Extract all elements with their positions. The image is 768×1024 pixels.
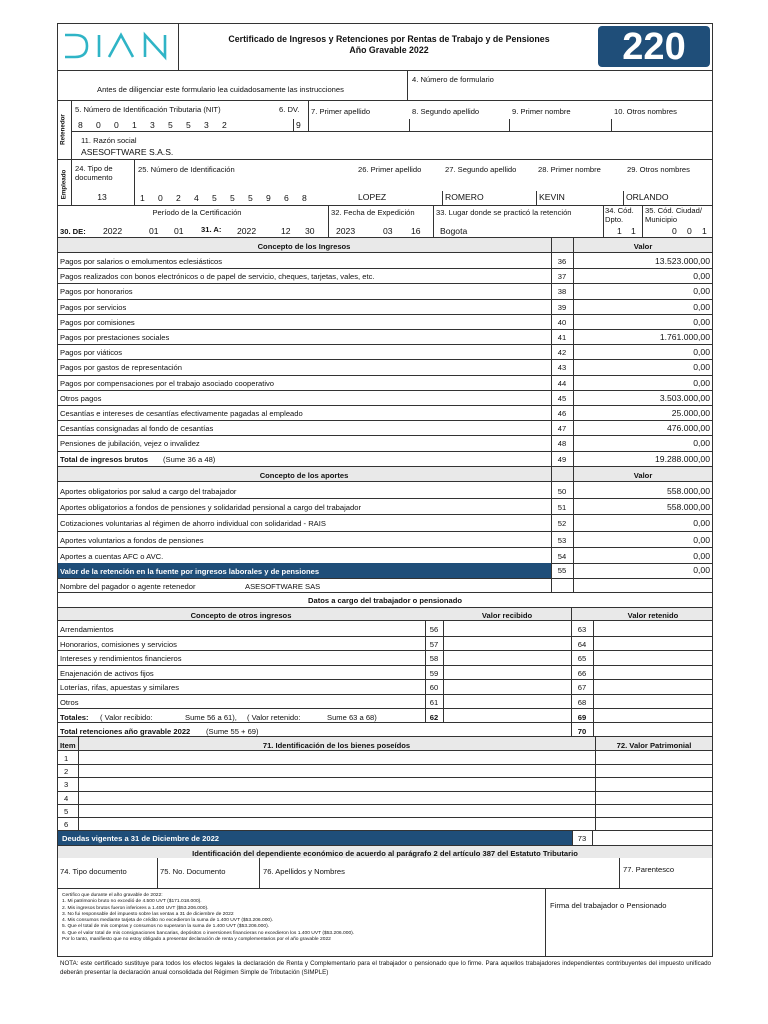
ingreso-value: 0,00 xyxy=(693,286,710,297)
certifico-text xyxy=(62,893,542,943)
nit-digit: 1 xyxy=(132,120,137,130)
ingreso-code: 41 xyxy=(557,333,567,342)
row-divider xyxy=(57,708,713,709)
ingreso-value: 13.523.000,00 xyxy=(655,256,710,266)
otro-ingreso-label: Loterías, rifas, apuestas y similares xyxy=(60,683,180,692)
ingreso-code: 44 xyxy=(557,378,567,388)
razon-social-value: ASESOFTWARE S.A.S. xyxy=(81,147,174,157)
otro-code-recibido: 60 xyxy=(429,683,439,692)
retencion-code: 55 xyxy=(557,566,567,575)
ingreso-value: 0,00 xyxy=(693,362,710,373)
totales-recibido-label: ( Valor recibido: xyxy=(100,713,153,722)
periodo-a-day: 30 xyxy=(305,226,315,236)
ingreso-label: Pagos por gastos de representación xyxy=(60,363,183,373)
dpto-digit: 1 xyxy=(631,226,636,236)
razon-social-label: 11. Razón social xyxy=(81,136,137,145)
row-divider xyxy=(57,531,713,532)
emp-primer-nombre-label: 28. Primer nombre xyxy=(538,165,601,174)
field4-label: 4. Número de formulario xyxy=(412,75,494,84)
aportes-valor-header: Valor xyxy=(633,471,653,480)
totales-recibido-note: Sume 56 a 61), xyxy=(185,713,237,722)
certifico-line: 6. Que el valor total de mis consignaciones bancarias, depósitos o inversiones financieras no excedieron los 1.400 UVT ($53.206.000). xyxy=(62,930,355,936)
row-divider xyxy=(57,314,713,315)
otro-code-retenido: 66 xyxy=(577,668,587,678)
retenedor-side-label: Retenedor xyxy=(59,114,67,145)
nit-digit: 0 xyxy=(96,120,101,130)
ingresos-total-label: Total de ingresos brutos xyxy=(60,454,149,464)
emp-segundo-apellido-label: 27. Segundo apellido xyxy=(445,165,517,174)
ingreso-code: 40 xyxy=(557,317,567,327)
id-digit: 5 xyxy=(212,193,217,203)
ingreso-label: Pagos por prestaciones sociales xyxy=(60,333,170,342)
total-ret-code: 70 xyxy=(577,727,587,736)
nit-label: 5. Número de Identificación Tributaria (NIT) xyxy=(75,105,221,114)
certifico-line: 2. Mis ingresos brutos fueron inferiores a 1.400 UVT ($53.206.000). xyxy=(62,905,209,911)
ciudad-digit: 1 xyxy=(702,226,707,236)
row-divider xyxy=(57,375,713,376)
ret-primer-nombre-label: 9. Primer nombre xyxy=(512,107,571,116)
dep-parentesco-label: 77. Parentesco xyxy=(623,865,675,874)
certifico-line: 1. Mi patrimonio bruto no excedió de 4.500 UVT ($171.018.000). xyxy=(62,899,202,905)
ingreso-value: 0,00 xyxy=(693,271,710,282)
ingreso-code: 38 xyxy=(557,287,567,297)
periodo-a-month: 12 xyxy=(281,226,291,236)
row-divider xyxy=(57,405,713,406)
otro-ingreso-label: Arrendamientos xyxy=(60,625,114,634)
expedicion-label: 32. Fecha de Expedición xyxy=(331,208,415,217)
ingreso-label: Pagos realizados con bonos electrónicos o de papel de servicio, cheques, tarjetas, vales, etc. xyxy=(60,272,375,282)
dep-nombres-label: 76. Apellidos y Nombres xyxy=(263,867,345,876)
row-divider xyxy=(57,791,713,792)
id-digit: 5 xyxy=(230,193,235,203)
ingreso-value: 3.503.000,00 xyxy=(659,392,710,403)
deudas-label: Deudas vigentes a 31 de Diciembre de 2022 xyxy=(62,834,220,843)
ingreso-value: 0,00 xyxy=(693,438,710,449)
bien-item-number: 1 xyxy=(64,754,69,763)
row-divider xyxy=(57,694,713,695)
ingreso-value: 476.000,00 xyxy=(666,423,710,434)
aporte-value: 0,00 xyxy=(693,518,710,529)
aportes-header: Concepto de los aportes xyxy=(259,471,349,480)
totales-code-retenido: 69 xyxy=(577,713,587,722)
expedicion-day: 16 xyxy=(411,226,421,236)
ret-segundo-apellido-label: 8. Segundo apellido xyxy=(412,107,480,116)
ingreso-label: Otros pagos xyxy=(60,393,102,403)
bien-item-number: 2 xyxy=(64,767,69,777)
bienes-header: 71. Identificación de los bienes poseídos xyxy=(262,741,411,750)
aporte-code: 50 xyxy=(557,487,567,496)
form-number-badge: 220 xyxy=(598,26,710,67)
empleado-side-label: Empleado xyxy=(60,169,68,200)
id-digit: 5 xyxy=(248,193,253,203)
aporte-value: 558.000,00 xyxy=(666,502,710,513)
ingresos-total-value: 19.288.000,00 xyxy=(655,453,710,464)
emp-primer-apellido-label: 26. Primer apellido xyxy=(358,165,422,174)
ingresos-header: Concepto de los Ingresos xyxy=(257,242,351,251)
ciudad-digit: 0 xyxy=(687,226,692,236)
aporte-label: Aportes voluntarios a fondos de pensiones xyxy=(60,535,204,545)
otro-code-recibido: 61 xyxy=(429,697,439,707)
id-digit: 1 xyxy=(140,193,145,203)
aporte-code: 54 xyxy=(557,551,567,561)
otro-code-retenido: 64 xyxy=(577,639,587,649)
ingreso-value: 0,00 xyxy=(693,347,710,358)
nota-text: NOTA: este certificado sustituye para todos los efectos legales la declaración de Renta y Complementario para el trabajador o pensionado que lo firme. Para aquellos trabajadores independientes contribuyentes del impuesto unificado deberán presentar la declaración anual consolidada del Régimen Simple de Tributación (SIMPLE) xyxy=(60,960,711,976)
ingreso-label: Pagos por comisiones xyxy=(60,317,135,327)
bien-item-number: 6 xyxy=(64,820,69,829)
otro-ingreso-label: Otros xyxy=(60,697,79,707)
ingreso-code: 42 xyxy=(557,348,567,358)
ingreso-code: 46 xyxy=(557,409,567,418)
segundo-apellido-value: ROMERO xyxy=(445,192,484,202)
dv-value: 9 xyxy=(296,120,301,130)
lugar-label: 33. Lugar donde se practicó la retención xyxy=(436,208,572,217)
firma-label: Firma del trabajador o Pensionado xyxy=(550,901,667,910)
num-id-label: 25. Número de Identificación xyxy=(138,165,235,174)
aporte-code: 52 xyxy=(557,519,567,529)
totales-label: Totales: xyxy=(60,713,89,722)
nit-digit: 2 xyxy=(222,120,227,130)
id-digit: 0 xyxy=(158,193,163,203)
primer-nombre-value: KEVIN xyxy=(539,192,565,202)
certifico-line: Por lo tanto, manifiesto que no estoy obligado a presentar declaración de renta y complementarios por el año gravable 2022 xyxy=(62,937,331,943)
item-header: Item xyxy=(60,741,76,750)
otro-ingreso-label: Intereses y rendimientos financieros xyxy=(60,654,182,663)
nit-digit: 3 xyxy=(150,120,155,130)
otro-code-recibido: 59 xyxy=(429,668,439,678)
aporte-label: Aportes obligatorios a fondos de pensiones y solidaridad pensional a cargo del trabajador xyxy=(60,503,361,513)
id-digit: 9 xyxy=(266,193,271,203)
ingreso-label: Pagos por servicios xyxy=(60,302,127,312)
certifico-line: 3. No fui responsable del impuesto sobre las ventas a 31 de diciembre de 2022 xyxy=(62,911,234,917)
aporte-value: 558.000,00 xyxy=(666,486,710,496)
id-digit: 8 xyxy=(302,193,307,203)
totales-code-recibido: 62 xyxy=(429,713,439,722)
deudas-code: 73 xyxy=(577,834,587,843)
dep-num-label: 75. No. Documento xyxy=(160,867,226,876)
total-ret-label: Total retenciones año gravable 2022 xyxy=(60,727,191,736)
ingreso-code: 47 xyxy=(557,424,567,434)
row-divider xyxy=(57,329,713,330)
row-divider xyxy=(57,636,713,637)
nit-digit: 5 xyxy=(168,120,173,130)
otro-ingreso-label: Enajenación de activos fijos xyxy=(60,668,154,678)
otro-code-recibido: 57 xyxy=(429,639,439,649)
aporte-label: Cotizaciones voluntarias al régimen de ahorro individual con solidaridad - RAIS xyxy=(60,519,326,529)
periodo-a-label: 31. A: xyxy=(201,225,222,234)
certifico-line: 4. Mis consumos mediante tarjeta de crédito no excedieron la suma de 1.400 UVT ($53.206.000). xyxy=(62,918,274,924)
row-divider xyxy=(57,665,713,666)
row-divider xyxy=(57,514,713,515)
ciudad-digit: 0 xyxy=(672,226,677,236)
emp-otros-nombres-label: 29. Otros nombres xyxy=(627,165,690,174)
row-divider xyxy=(57,650,713,651)
form-year: Año Gravable 2022 xyxy=(349,45,429,55)
ingreso-label: Pensiones de jubilación, vejez o invalidez xyxy=(60,439,200,449)
pagador-value: ASESOFTWARE SAS xyxy=(245,582,321,591)
id-digit: 4 xyxy=(194,193,199,203)
aporte-code: 51 xyxy=(557,503,567,513)
periodo-de-label: 30. DE: xyxy=(60,227,86,236)
retencion-value: 0,00 xyxy=(693,565,710,575)
otro-code-recibido: 58 xyxy=(429,654,439,663)
bien-item-number: 5 xyxy=(64,806,69,816)
dv-label: 6. DV. xyxy=(279,105,300,114)
bien-item-number: 4 xyxy=(64,793,69,803)
otro-code-retenido: 68 xyxy=(577,697,587,707)
row-divider xyxy=(57,764,713,765)
otro-code-retenido: 65 xyxy=(577,654,587,663)
ingreso-code: 39 xyxy=(557,302,567,312)
id-digit: 2 xyxy=(176,193,181,203)
ingresos-valor-header: Valor xyxy=(633,242,653,251)
row-divider xyxy=(57,344,713,345)
row-divider xyxy=(57,679,713,680)
row-divider xyxy=(57,390,713,391)
otro-code-recibido: 56 xyxy=(429,625,439,634)
ingreso-value: 0,00 xyxy=(693,301,710,312)
periodo-de-month: 01 xyxy=(149,226,159,236)
ciudad-label: 35. Cód. Ciudad/ Municipio xyxy=(645,206,702,224)
tipo-doc-value: 13 xyxy=(97,192,107,202)
ingreso-label: Cesantías e intereses de cesantías efectivamente pagadas al empleado xyxy=(60,409,303,418)
aporte-label: Aportes a cuentas AFC o AVC. xyxy=(60,551,164,561)
dep-tipo-label: 74. Tipo documento xyxy=(60,867,127,876)
aporte-code: 53 xyxy=(557,535,567,545)
ingreso-value: 25.000,00 xyxy=(671,408,710,418)
certifico-line: 5. Que el total de mis compras y consumos no superaron la suma de 1.400 UVT ($53.206.000). xyxy=(62,924,270,930)
periodo-a-year: 2022 xyxy=(237,226,257,236)
lugar-value: Bogota xyxy=(440,226,468,236)
aporte-label: Aportes obligatorios por salud a cargo del trabajador xyxy=(60,487,237,496)
totales-retenido-note: Sume 63 a 68) xyxy=(327,713,377,722)
row-divider xyxy=(57,420,713,421)
periodo-label: Período de la Certificación xyxy=(152,208,242,217)
otros-nombres-value: ORLANDO xyxy=(626,192,669,202)
form-title: Certificado de Ingresos y Retenciones por Rentas de Trabajo y de Pensiones xyxy=(228,34,550,44)
ingreso-code: 45 xyxy=(557,393,567,403)
row-divider xyxy=(57,299,713,300)
bienes-valor-header: 72. Valor Patrimonial xyxy=(616,741,692,750)
certifico-line: Certifico que durante el año gravable de 2022: xyxy=(62,893,163,898)
otros-header: Concepto de otros ingresos xyxy=(190,611,292,620)
row-divider xyxy=(57,451,713,452)
instructions-text: Antes de diligenciar este formulario lea cuidadosamente las instrucciones xyxy=(97,85,344,94)
ingreso-value: 1.761.000,00 xyxy=(659,332,710,342)
ingreso-value: 0,00 xyxy=(693,377,710,388)
row-divider xyxy=(57,268,713,269)
dependiente-header: Identificación del dependiente económico de acuerdo al parágrafo 2 del artículo 387 del Estatuto Tributario xyxy=(192,849,578,858)
aporte-value: 0,00 xyxy=(693,550,710,561)
ingreso-label: Pagos por honorarios xyxy=(60,287,133,297)
row-divider xyxy=(57,804,713,805)
otros-retenido-header: Valor retenido xyxy=(627,611,679,620)
periodo-de-day: 01 xyxy=(174,226,184,236)
nit-digit: 8 xyxy=(78,120,83,130)
row-divider xyxy=(57,498,713,499)
row-divider xyxy=(57,777,713,778)
otros-recibido-header: Valor recibido xyxy=(481,611,533,620)
totales-retenido-label: ( Valor retenido: xyxy=(247,713,301,722)
tipo-doc-label: 24. Tipo de documento xyxy=(75,164,113,182)
ingreso-code: 37 xyxy=(557,272,567,282)
ingreso-label: Cesantías consignadas al fondo de cesantías xyxy=(60,424,214,434)
expedicion-year: 2023 xyxy=(336,226,356,236)
total-ret-note: (Sume 55 + 69) xyxy=(206,727,259,736)
otros-section-title: Datos a cargo del trabajador o pensionado xyxy=(307,596,462,605)
ingreso-label: Pagos por salarios o emolumentos eclesiásticos xyxy=(60,257,223,266)
otro-ingreso-label: Honorarios, comisiones y servicios xyxy=(60,639,177,649)
dpto-digit: 1 xyxy=(617,226,622,236)
dian-logo-icon xyxy=(63,31,175,61)
nit-digit: 3 xyxy=(204,120,209,130)
periodo-de-year: 2022 xyxy=(103,226,123,236)
row-divider xyxy=(57,547,713,548)
ingreso-label: Pagos por viáticos xyxy=(60,348,123,358)
ingresos-total-note: (Sume 36 a 48) xyxy=(163,454,216,464)
ingreso-code: 48 xyxy=(557,439,567,449)
bien-item-number: 3 xyxy=(64,780,69,790)
ingreso-code: 36 xyxy=(557,257,567,266)
ingresos-total-code: 49 xyxy=(557,454,567,464)
ingreso-value: 0,00 xyxy=(693,316,710,327)
primer-apellido-value: LOPEZ xyxy=(358,192,387,202)
expedicion-month: 03 xyxy=(383,226,393,236)
ingreso-code: 43 xyxy=(557,363,567,373)
ret-primer-apellido-label: 7. Primer apellido xyxy=(311,107,371,116)
ingreso-label: Pagos por compensaciones por el trabajo asociado cooperativo xyxy=(60,378,275,388)
row-divider xyxy=(57,817,713,818)
otro-code-retenido: 67 xyxy=(577,683,587,692)
row-divider xyxy=(57,435,713,436)
pagador-label: Nombre del pagador o agente retenedor xyxy=(60,582,196,591)
nit-digit: 5 xyxy=(186,120,191,130)
otro-code-retenido: 63 xyxy=(577,625,587,634)
id-digit: 6 xyxy=(284,193,289,203)
row-divider xyxy=(57,359,713,360)
row-divider xyxy=(57,283,713,284)
ret-otros-nombres-label: 10. Otros nombres xyxy=(614,107,677,116)
aporte-value: 0,00 xyxy=(693,534,710,545)
retencion-label: Valor de la retención en la fuente por ingresos laborales y de pensiones xyxy=(60,567,320,576)
dpto-label: 34. Cód. Dpto. xyxy=(605,206,634,224)
nit-digit: 0 xyxy=(114,120,119,130)
